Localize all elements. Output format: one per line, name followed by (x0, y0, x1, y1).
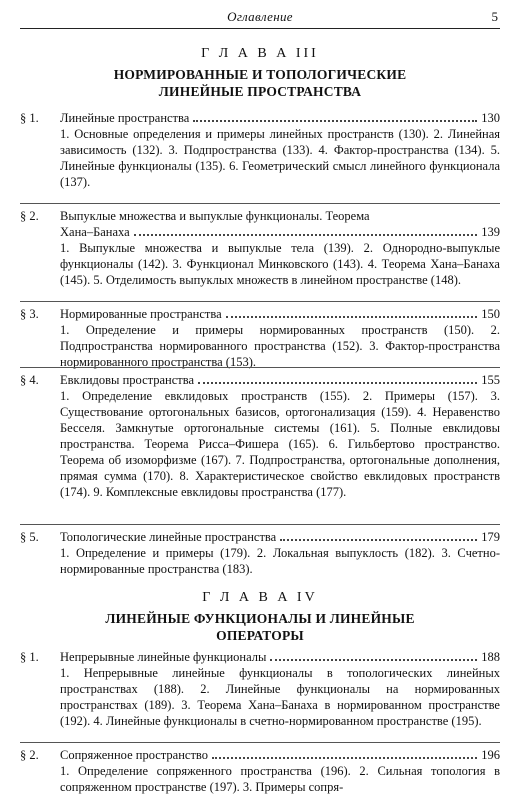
dot-leader (193, 119, 477, 122)
section-page: 150 (481, 307, 500, 321)
toc-entry[interactable] (20, 742, 500, 795)
toc-entry[interactable] (20, 649, 500, 729)
dot-leader (280, 538, 477, 541)
toc-entry[interactable] (20, 110, 500, 190)
dot-leader (270, 658, 477, 661)
chapter-heading (20, 590, 500, 644)
running-title: Оглавление (227, 9, 293, 24)
chapter-title (20, 66, 500, 100)
subsection-list: 1. Определение и примеры нормированных пространств (150). 2. Подпространства нормированного пространства (152). 3. Фактор-пространства нормированного пространства (153). (60, 323, 500, 369)
page-number: 5 (491, 9, 498, 24)
subsection-list: 1. Непрерывные линейные функционалы в топологических линейных пространствах (188). 2. Линейные функционалы на нормированных пространствах (189). 3. Теорема Хана–Банаха в нормированном пространстве (192). 4. Линейные функционалы в счетно-нормированном пространстве (195). (60, 666, 500, 728)
section-page: 155 (481, 373, 500, 387)
chapter-title (20, 610, 500, 644)
chapter-heading (20, 46, 500, 100)
subsection-list: 1. Выпуклые множества и выпуклые тела (139). 2. Однородно-выпуклые функционалы (142). 3. Функционал Минковского (143). 4. Теорема Хана–Банаха (145). 5. Отделимость выпуклых множеств в линейном пространстве (148). (60, 241, 500, 287)
subsection-list: 1. Основные определения и примеры линейных пространств (130). 2. Линейная зависимость (132). 3. Подпространства (133). 4. Фактор-пространства (134). 5. Линейные функционалы (135). 6. Геометрический смысл линейного функционала (137). (60, 127, 500, 189)
section-page: 130 (481, 111, 500, 125)
dot-leader (198, 381, 477, 384)
section-number: § 2. (20, 748, 39, 762)
chapter-label: Г Л А В А III (201, 46, 319, 61)
dot-leader (226, 315, 478, 318)
subsection-list: 1. Определение и примеры (179). 2. Локальная выпуклость (182). 3. Счетно-нормированные пространства (183). (60, 546, 500, 576)
chapter-label: Г Л А В А IV (202, 590, 318, 605)
section-title: Выпуклые множества и выпуклые функционалы. Теорема (60, 209, 370, 223)
section-title: Евклидовы пространства (60, 373, 195, 387)
dot-leader (134, 233, 478, 236)
section-title: Сопряженное пространство (60, 748, 208, 762)
section-title: Нормированные пространства (60, 307, 222, 321)
section-number: § 1. (20, 111, 39, 125)
running-header (20, 6, 500, 29)
section-page: 196 (481, 748, 500, 762)
section-title-continued: Хана–Банаха (60, 225, 130, 239)
toc-entry[interactable] (20, 367, 500, 500)
toc-entry[interactable] (20, 301, 500, 370)
section-number: § 1. (20, 650, 39, 664)
section-page: 139 (481, 225, 500, 239)
section-title: Линейные пространства (60, 111, 190, 125)
chapter-title-line: ОПЕРАТОРЫ (216, 628, 304, 643)
section-page: 188 (481, 650, 500, 664)
section-number: § 5. (20, 530, 39, 544)
toc-entry[interactable] (20, 524, 500, 577)
section-title: Непрерывные линейные функционалы (60, 650, 267, 664)
dot-leader (212, 756, 477, 759)
section-number: § 2. (20, 209, 39, 223)
section-page: 179 (481, 530, 500, 544)
toc-entry[interactable] (20, 203, 500, 288)
subsection-list: 1. Определение евклидовых пространств (155). 2. Примеры (157). 3. Существование ортогональных базисов, ортогонализация (159). 4. Неравенство Бесселя. Замкнутые ортогональные системы (161). 5. Полные евклидовы пространства. Теорема Рисса–Фишера (165). 6. Гильбертово пространство. Теорема об изоморфизме (167). 7. Подпространства, ортогональные дополнения, прямая сумма (170). 8. Характеристическое свойство евклидовых пространств (174). 9. Комплексные евклидовы пространства (177). (60, 389, 500, 499)
section-number: § 3. (20, 307, 39, 321)
chapter-title-line: ЛИНЕЙНЫЕ ФУНКЦИОНАЛЫ И ЛИНЕЙНЫЕ (105, 611, 415, 626)
subsection-list: 1. Определение сопряженного пространства (196). 2. Сильная топология в сопряженном пространстве (197). 3. Примеры сопря- (60, 764, 500, 794)
chapter-title-line: ЛИНЕЙНЫЕ ПРОСТРАНСТВА (158, 84, 362, 99)
chapter-title-line: НОРМИРОВАННЫЕ И ТОПОЛОГИЧЕСКИЕ (113, 67, 407, 82)
section-title: Топологические линейные пространства (60, 530, 277, 544)
section-number: § 4. (20, 373, 39, 387)
